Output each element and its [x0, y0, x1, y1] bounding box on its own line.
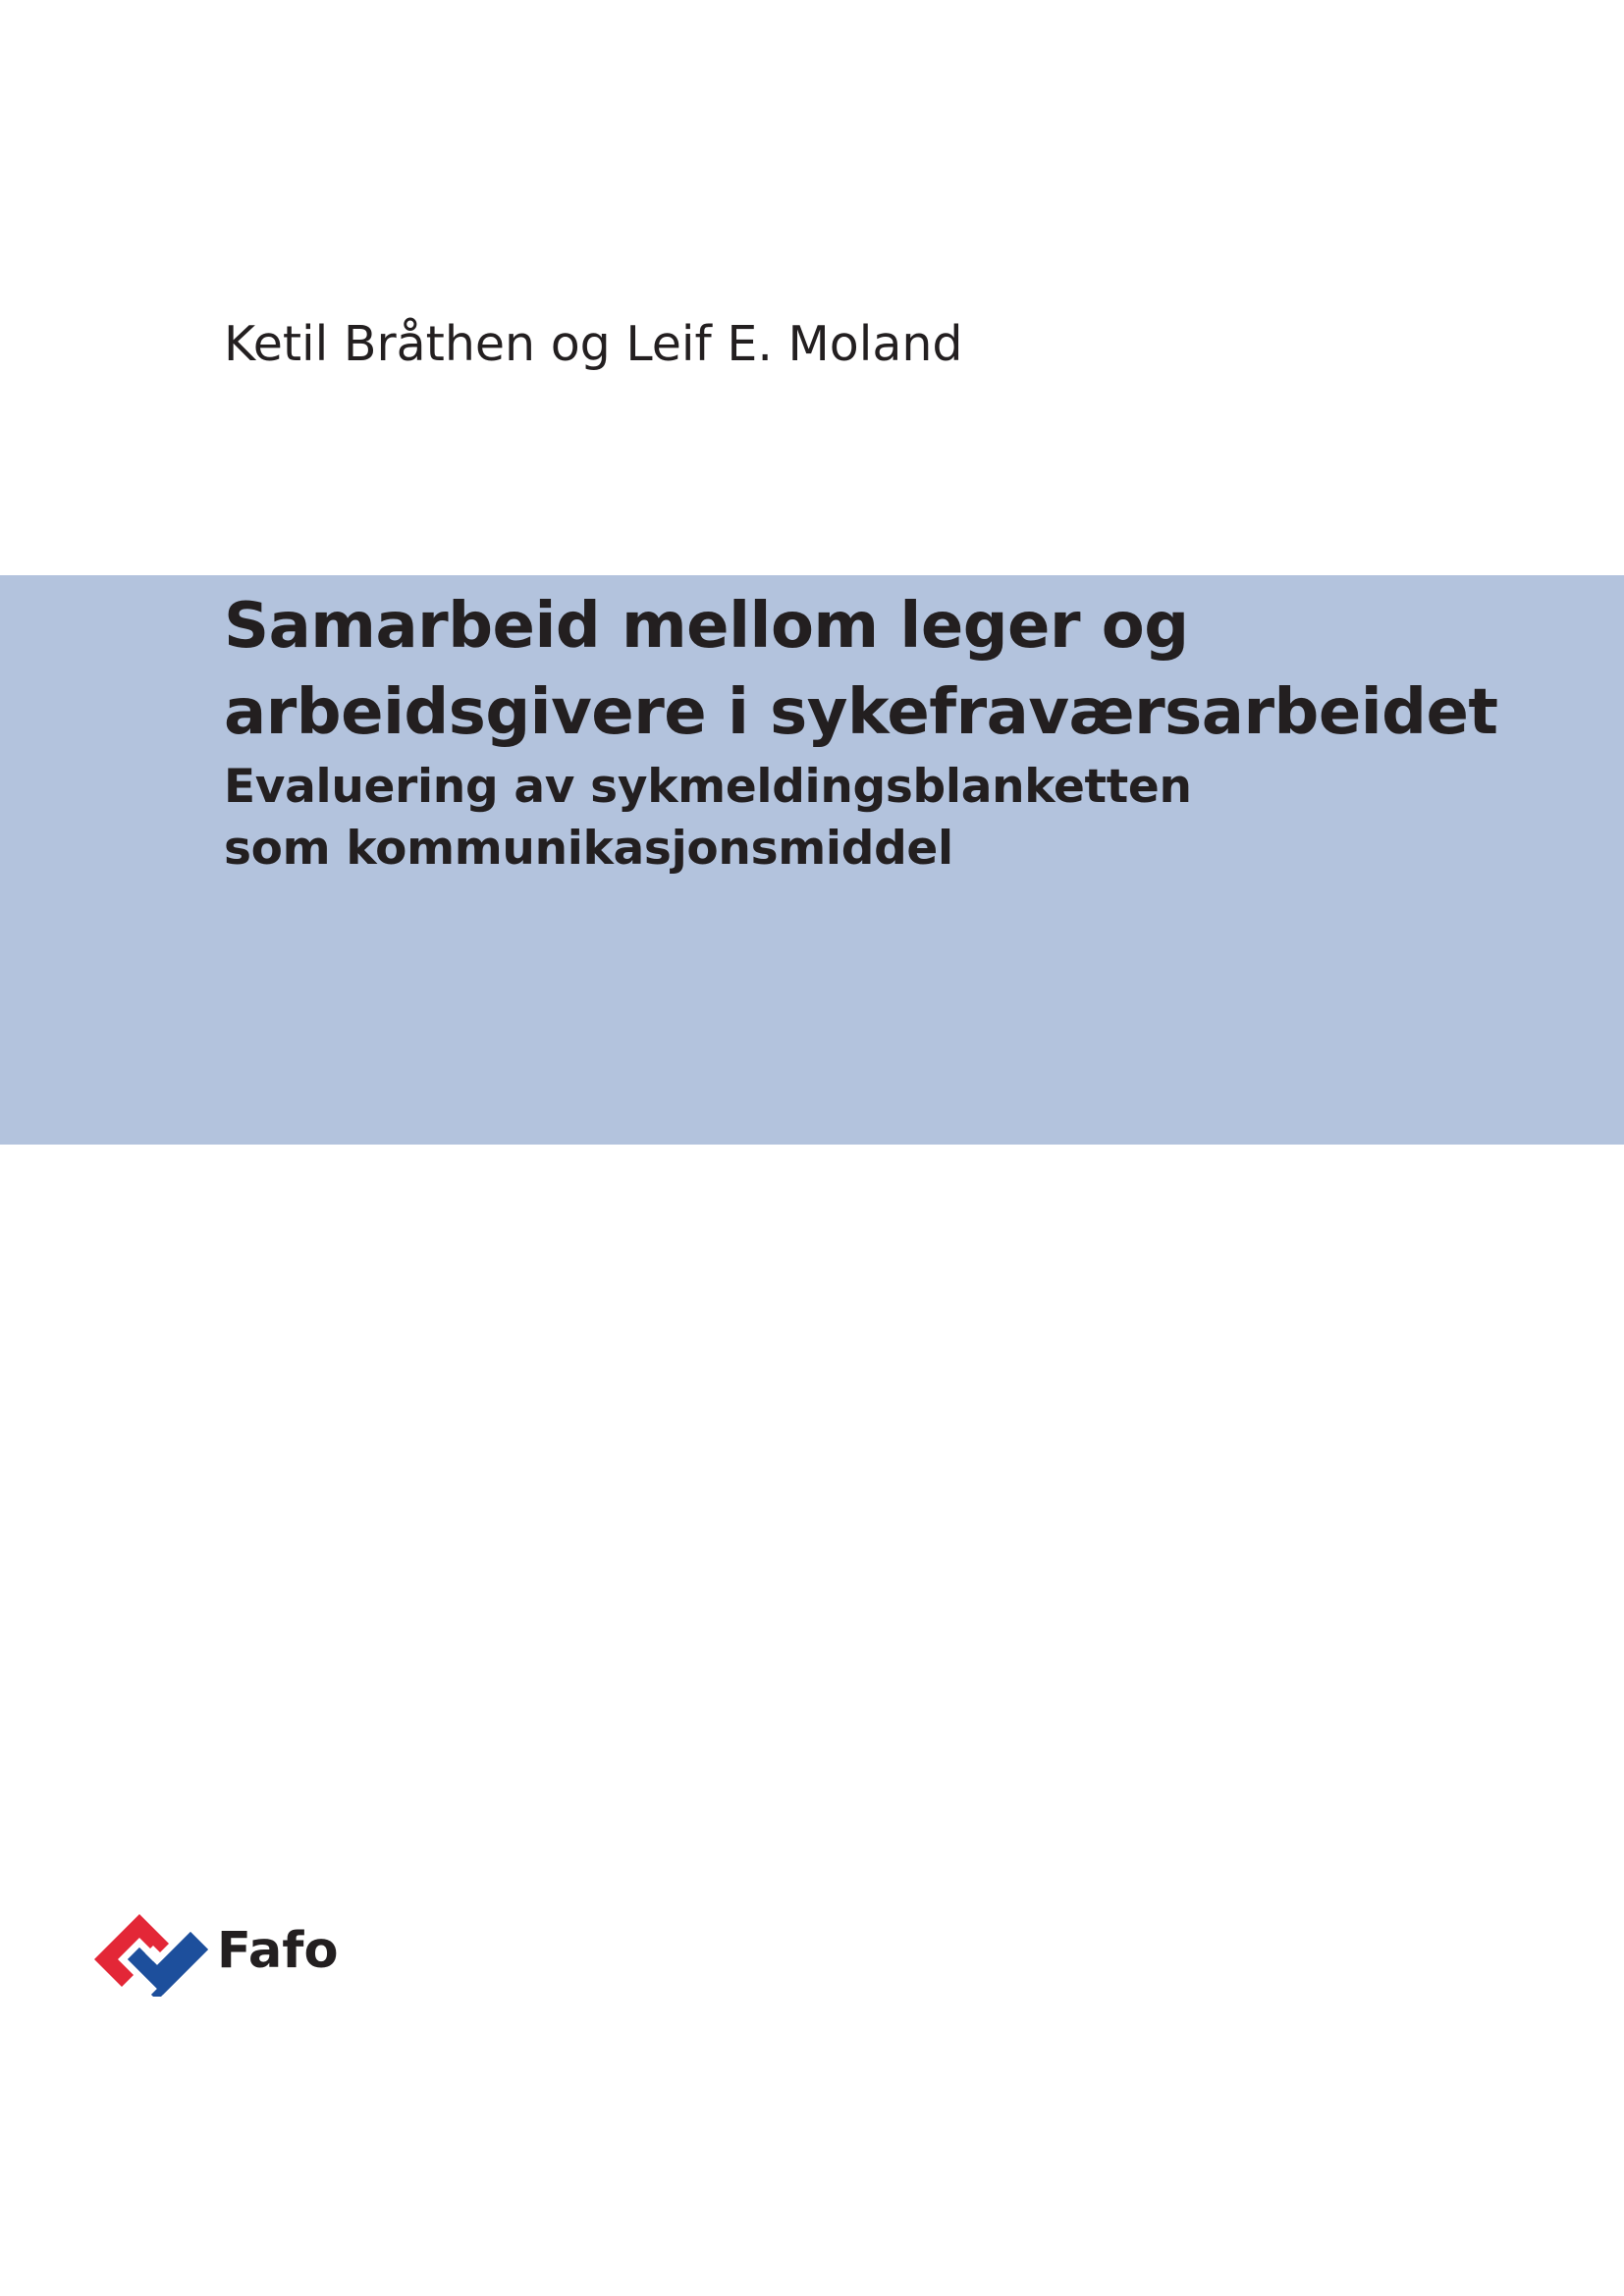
- report-subtitle: [224, 756, 1192, 880]
- report-title-line-1: Samarbeid mellom leger og: [224, 590, 1189, 663]
- report-title-line-2: arbeidsgivere i sykefraværsarbeidet: [224, 676, 1498, 749]
- report-subtitle-line-2: som kommunikasjonsmiddel: [224, 822, 953, 876]
- publisher-logo: [94, 1914, 359, 2002]
- report-subtitle-line-1: Evaluering av sykmeldingsblanketten: [224, 760, 1192, 814]
- report-title: [224, 583, 1497, 756]
- authors: Ketil Bråthen og Leif E. Moland: [224, 316, 963, 372]
- publisher-name: Fafo: [217, 1922, 339, 1980]
- fafo-logo-icon: [94, 1914, 208, 1997]
